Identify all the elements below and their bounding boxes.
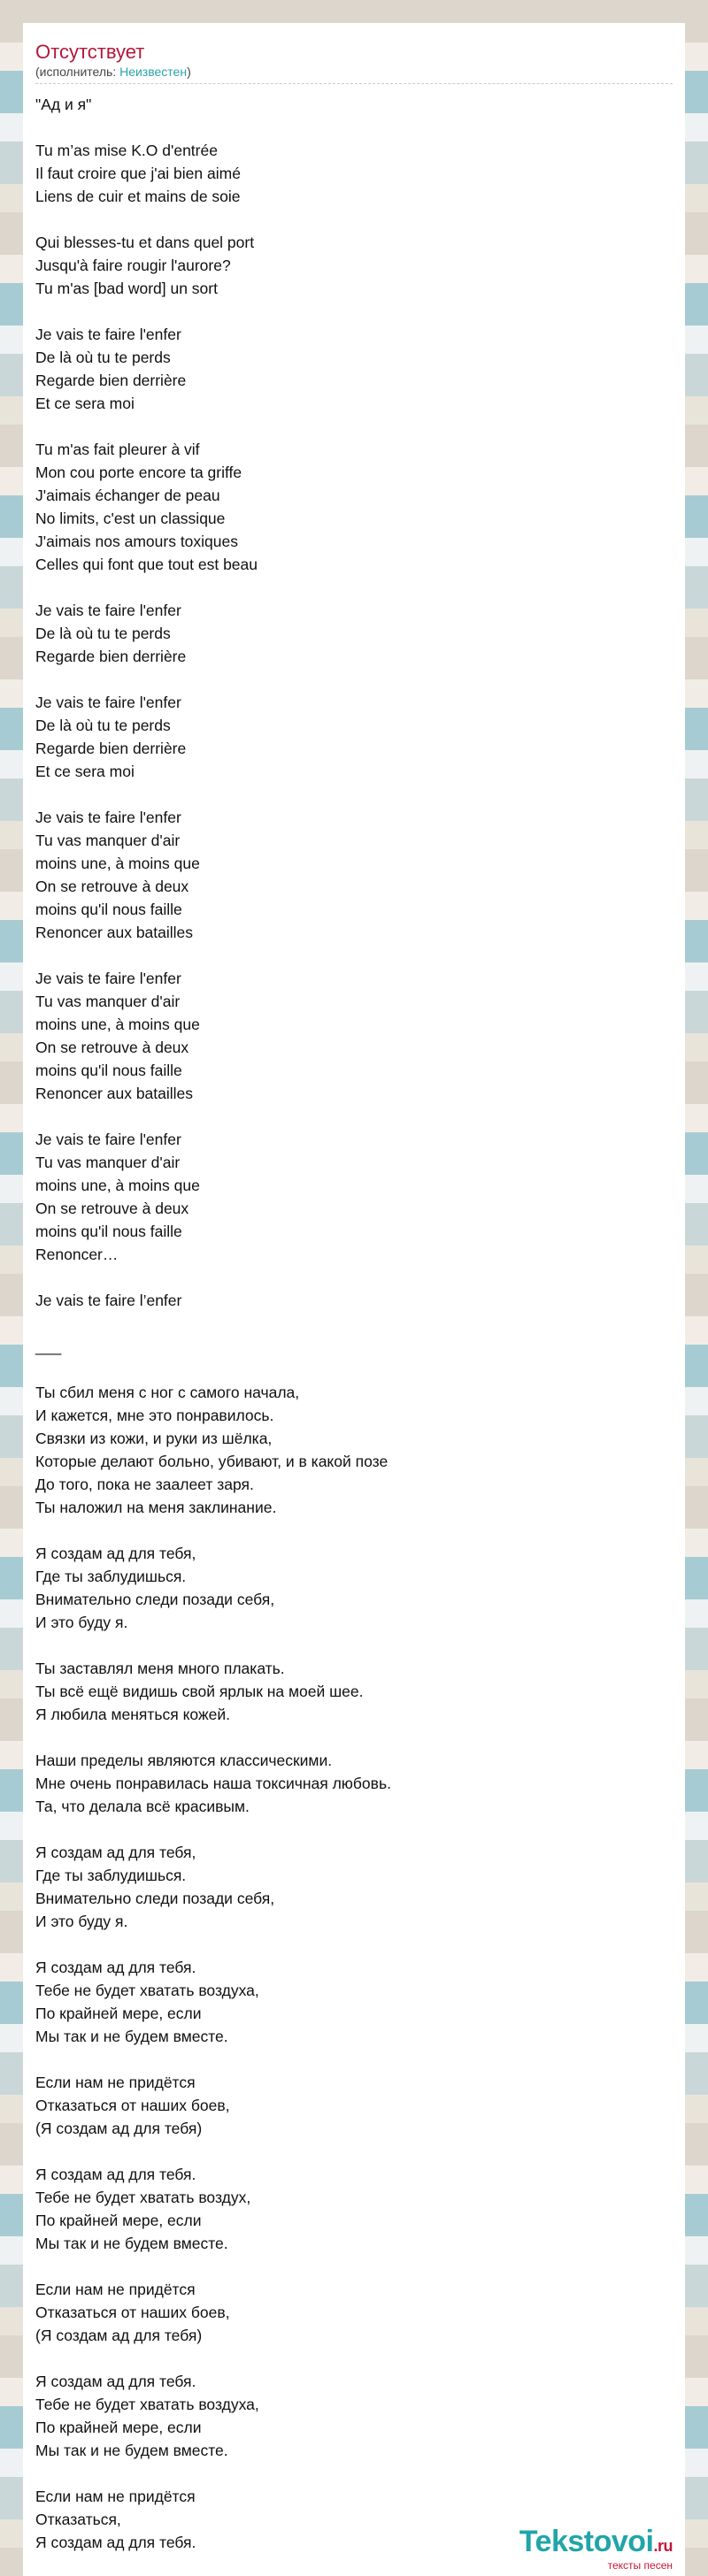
lyric-line: Отказаться от наших боев,: [35, 2097, 230, 2114]
lyric-line: De là où tu te perds: [35, 349, 171, 366]
stanza-gap: [35, 1726, 673, 1749]
lyric-line: Если нам не придётся: [35, 2488, 196, 2505]
lyric-line: Мы так и не будем вместе.: [35, 2235, 228, 2252]
site-logo[interactable]: [519, 2526, 673, 2571]
lyric-line: Je vais te faire l’enfer: [35, 1292, 182, 1309]
lyric-line: Отказаться,: [35, 2511, 121, 2528]
lyric-line: Где ты заблудишься.: [35, 1568, 187, 1585]
lyric-line: Je vais te faire l'enfer: [35, 694, 181, 711]
lyric-line: Отказаться от наших боев,: [35, 2304, 230, 2321]
lyric-line: Я создам ад для тебя.: [35, 2534, 196, 2551]
lyric-line: Связки из кожи, и руки из шёлка,: [35, 1430, 273, 1447]
lyric-line: По крайней мере, если: [35, 2005, 202, 2022]
lyric-line: De là où tu te perds: [35, 717, 171, 734]
lyric-line: Regarde bien derrière: [35, 648, 187, 665]
lyric-line: Ты всё ещё видишь свой ярлык на моей шее.: [35, 1683, 364, 1700]
lyric-line: Я создам ад для тебя,: [35, 1545, 196, 1562]
lyric-line: "Ад и я": [35, 96, 92, 113]
lyric-line: No limits, c'est un classique: [35, 510, 226, 527]
lyric-line: Tu m'as fait pleurer à vif: [35, 441, 200, 458]
lyric-line: Та, что делала всё красивым.: [35, 1798, 250, 1815]
lyric-line: Мне очень понравилась наша токсичная любовь.: [35, 1775, 391, 1792]
lyric-line: Я создам ад для тебя.: [35, 2373, 196, 2390]
lyric-line: Renoncer aux batailles: [35, 1085, 194, 1102]
stanza-gap: [35, 1266, 673, 1289]
lyric-line: Il faut croire que j'ai bien aimé: [35, 165, 241, 182]
stanza-gap: [35, 2347, 673, 2370]
stanza-gap: [35, 1105, 673, 1128]
stanza-gap: [35, 1312, 673, 1335]
lyrics-body: [35, 93, 673, 2554]
lyric-line: On se retrouve à deux: [35, 1039, 189, 1056]
lyric-line: Je vais te faire l'enfer: [35, 809, 181, 826]
lyric-line: On se retrouve à deux: [35, 878, 189, 895]
lyric-line: moins qu'il nous faille: [35, 901, 182, 918]
lyric-line: Я создам ад для тебя.: [35, 2166, 196, 2183]
artist-suffix: ): [187, 65, 191, 79]
lyric-line: Regarde bien derrière: [35, 740, 187, 757]
lyric-line: moins une, à moins que: [35, 1016, 200, 1033]
lyric-line: De là où tu te perds: [35, 625, 171, 642]
lyric-line: Где ты заблудишься.: [35, 1867, 187, 1884]
lyric-line: И кажется, мне это понравилось.: [35, 1407, 274, 1424]
lyric-line: Tu vas manquer d'air: [35, 993, 181, 1010]
lyric-line: Наши пределы являются классическими.: [35, 1752, 333, 1769]
lyric-line: Tu vas manquer d'air: [35, 1154, 181, 1171]
stanza-gap: [35, 415, 673, 438]
lyric-line: Et ce sera moi: [35, 763, 135, 780]
lyric-line: On se retrouve à deux: [35, 1200, 189, 1217]
stanza-gap: [35, 2255, 673, 2278]
lyric-line: J'aimais nos amours toxiques: [35, 533, 238, 550]
lyric-line: Je vais te faire l'enfer: [35, 1131, 181, 1148]
logo-tagline: тексты песен: [607, 2559, 673, 2572]
lyrics-card: [23, 23, 685, 2576]
lyric-line: Renoncer aux batailles: [35, 924, 194, 941]
lyric-line: Liens de cuir et mains de soie: [35, 188, 241, 205]
lyric-line: Mon cou porte encore ta griffe: [35, 464, 242, 481]
lyric-line: И это буду я.: [35, 1913, 128, 1930]
stanza-gap: [35, 576, 673, 599]
stanza-gap: [35, 116, 673, 139]
lyric-line: Renoncer…: [35, 1246, 119, 1263]
lyric-line: moins qu'il nous faille: [35, 1062, 182, 1079]
lyric-line: Если нам не придётся: [35, 2074, 196, 2091]
artist-link[interactable]: Неизвестен: [119, 65, 188, 79]
stanza-gap: [35, 208, 673, 231]
lyric-line: Tu m’as mise K.O d'entrée: [35, 142, 218, 159]
lyric-line: Jusqu'à faire rougir l'aurore?: [35, 257, 231, 274]
logo-main-text: Tekstovoi: [519, 2525, 654, 2558]
lyric-line: Тебе не будет хватать воздух,: [35, 2189, 251, 2206]
lyric-line: Tu m'as [bad word] un sort: [35, 280, 218, 297]
lyric-line: Тебе не будет хватать воздуха,: [35, 1982, 259, 1999]
artist-prefix: (исполнитель:: [35, 65, 120, 79]
lyric-line: Я создам ад для тебя.: [35, 1959, 196, 1976]
stanza-gap: [35, 944, 673, 967]
lyric-line: Je vais te faire l'enfer: [35, 602, 181, 619]
lyric-line: (Я создам ад для тебя): [35, 2327, 203, 2344]
stanza-gap: [35, 2462, 673, 2485]
lyric-line: moins une, à moins que: [35, 855, 200, 872]
lyric-line: Которые делают больно, убивают, и в какой позе: [35, 1453, 389, 1470]
lyric-line: Tu vas manquer d'air: [35, 832, 181, 849]
lyric-line: Je vais te faire l'enfer: [35, 970, 181, 987]
lyric-line: Если нам не придётся: [35, 2281, 196, 2298]
stanza-gap: [35, 1634, 673, 1657]
lyric-line: По крайней мере, если: [35, 2419, 202, 2436]
song-title: Отсутствует: [35, 41, 145, 63]
stanza-gap: [35, 2140, 673, 2163]
lyric-line: Celles qui font que tout est beau: [35, 556, 258, 573]
stanza-gap: [35, 783, 673, 806]
artist-line: [35, 64, 673, 84]
lyric-line: Тебе не будет хватать воздуха,: [35, 2396, 259, 2413]
lyric-line: Ты заставлял меня много плакать.: [35, 1660, 285, 1677]
lyric-line: Ты сбил меня с ног с самого начала,: [35, 1384, 300, 1401]
lyric-line: Я создам ад для тебя,: [35, 1844, 196, 1861]
lyric-line: Я любила меняться кожей.: [35, 1706, 231, 1723]
lyric-line: По крайней мере, если: [35, 2212, 202, 2229]
lyric-line: И это буду я.: [35, 1614, 128, 1631]
lyric-line: Ты наложил на меня заклинание.: [35, 1499, 277, 1516]
lyric-line: (Я создам ад для тебя): [35, 2120, 203, 2137]
lyric-line: Внимательно следи позади себя,: [35, 1890, 275, 1907]
stanza-gap: [35, 1818, 673, 1841]
lyric-line: До того, пока не заалеет заря.: [35, 1476, 254, 1493]
stanza-gap: [35, 1519, 673, 1542]
lyric-line: Je vais te faire l'enfer: [35, 326, 181, 343]
stanza-gap: [35, 1933, 673, 1956]
stanza-gap: [35, 300, 673, 323]
lyric-line: Et ce sera moi: [35, 395, 135, 412]
lyric-line: ___: [35, 1338, 62, 1355]
lyric-line: moins qu'il nous faille: [35, 1223, 182, 1240]
lyric-line: Мы так и не будем вместе.: [35, 2442, 228, 2459]
lyric-line: Qui blesses-tu et dans quel port: [35, 234, 255, 251]
lyric-line: Мы так и не будем вместе.: [35, 2028, 228, 2045]
stanza-gap: [35, 668, 673, 691]
lyric-line: moins une, à moins que: [35, 1177, 200, 1194]
lyric-line: Regarde bien derrière: [35, 372, 187, 389]
lyric-line: Внимательно следи позади себя,: [35, 1591, 275, 1608]
logo-wordmark: [519, 2526, 673, 2562]
stanza-gap: [35, 2048, 673, 2071]
stanza-gap: [35, 1358, 673, 1381]
logo-domain: .ru: [653, 2537, 673, 2555]
lyric-line: J'aimais échanger de peau: [35, 487, 220, 504]
